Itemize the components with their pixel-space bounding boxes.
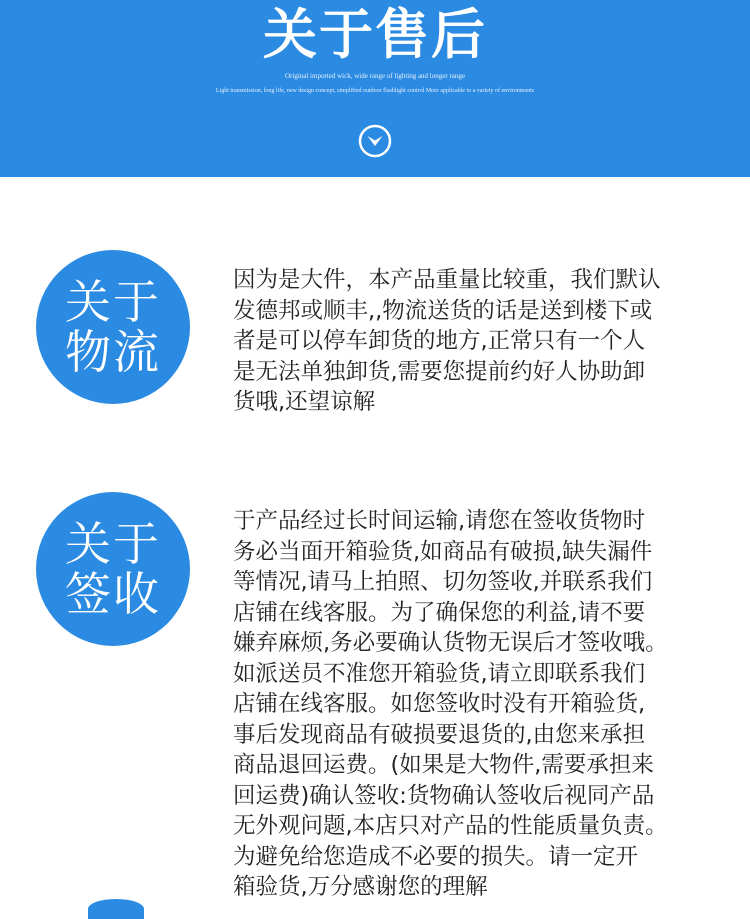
- header-banner: [0, 0, 750, 177]
- text-line: 等情况,请马上拍照、切勿签收,并联系我们: [233, 569, 653, 595]
- banner-subtitle-2: Light transmission, long life, new design concept, simplified outdoor flashlight control More applicable to a variety of environments: [215, 88, 535, 94]
- next-section-badge: [88, 899, 144, 919]
- badge-line-2: 物流: [65, 325, 161, 379]
- signing-text: [233, 506, 733, 903]
- text-line: 无外观问题,本店只对产品的性能质量负责。: [233, 813, 668, 839]
- badge-line-1: 关于: [65, 275, 161, 329]
- page-title: 关于售后: [263, 3, 487, 66]
- text-line: 于产品经过长时间运输,请您在签收货物时: [233, 508, 646, 534]
- banner-subtitle-1: Original imported wick, wide range of lighting and longer range: [284, 72, 465, 80]
- text-line: 如派送员不准您开箱验货,请立即联系我们: [233, 660, 646, 687]
- badge-line-2: 签收: [65, 567, 161, 621]
- badge-line-1: 关于: [65, 517, 161, 571]
- signing-badge: [36, 492, 190, 646]
- text-line: 务必当面开箱验货,如商品有破损,缺失漏件: [233, 538, 653, 565]
- text-line: 商品退回运费。(如果是大物件,需要承担来: [233, 752, 654, 778]
- text-line: 嫌弃麻烦,务必要确认货物无误后才签收哦。: [233, 630, 668, 656]
- chevron-down-circle-icon[interactable]: [358, 124, 392, 158]
- text-line: 因为是大件，本产品重量比较重，我们默认: [233, 267, 661, 293]
- text-line: 店铺在线客服。如您签收时没有开箱验货,: [233, 691, 646, 717]
- text-line: 者是可以停车卸货的地方,正常只有一个人: [233, 328, 646, 354]
- text-line: 发德邦或顺丰,,物流送货的话是送到楼下或: [233, 297, 653, 324]
- logistics-text: [233, 265, 733, 418]
- text-line: 回运费)确认签收:货物确认签收后视同产品: [233, 782, 655, 809]
- text-line: 事后发现商品有破损要退货的,由您来承担: [233, 721, 646, 748]
- text-line: 箱验货,万分感谢您的理解: [233, 874, 488, 900]
- text-line: 店铺在线客服。为了确保您的利益,请不要: [233, 599, 646, 626]
- text-line: 为避免给您造成不必要的损失。请一定开: [233, 843, 639, 870]
- text-line: 是无法单独卸货,需要您提前约好人协助卸: [233, 358, 646, 385]
- logistics-badge: [36, 250, 190, 404]
- text-line: 货哦,还望谅解: [233, 389, 376, 415]
